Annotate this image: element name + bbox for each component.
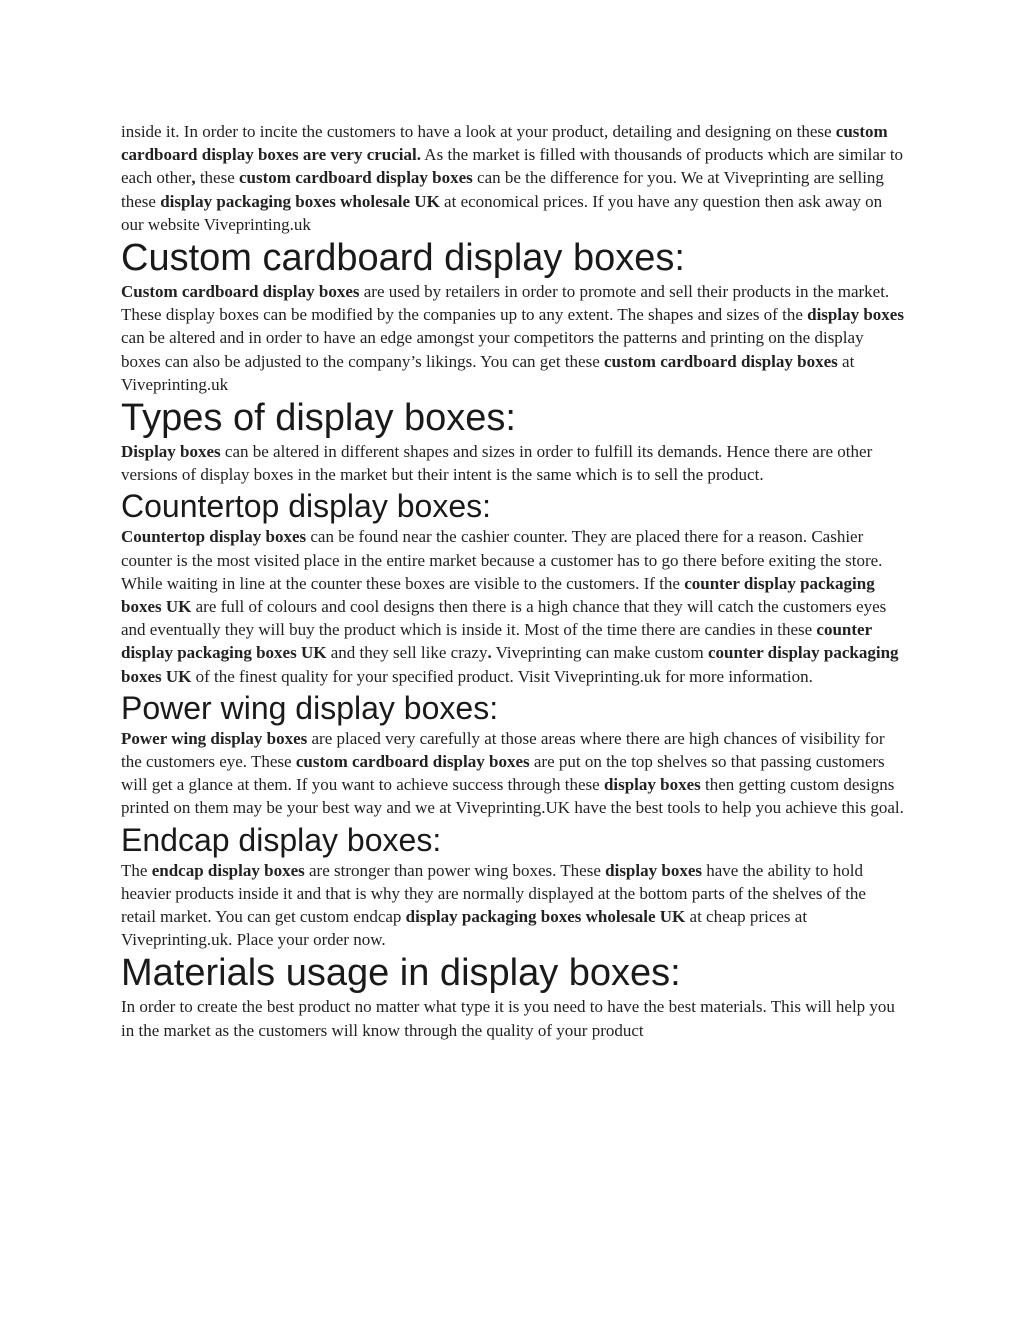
text-run: at cheap prices at Viveprinting.uk. Place your order now. xyxy=(121,907,808,950)
text-run: then getting custom designs printed on them may be your best way and we at Viveprinting.UK have the best tools to help you achieve this goal. xyxy=(121,775,904,818)
types-paragraph xyxy=(121,440,904,486)
text-run: As the market is filled with thousands of products which are similar to each other xyxy=(121,145,904,188)
text-run: have the ability to hold heavier products inside it and that is why they are normally displayed at the bottom parts of the shelves of the retail market. You can get custom endcap xyxy=(121,860,866,927)
heading-custom-cardboard-display-boxes: Custom cardboard display boxes: xyxy=(121,237,685,280)
bold-text-run: custom cardboard display boxes xyxy=(295,752,530,772)
text-run: are full of colours and cool designs then there is a high chance that they will catch the customers eyes and eventually they will buy the product which is inside it. Most of the time there are candies in these xyxy=(121,597,887,640)
custom-cardboard-paragraph xyxy=(121,280,904,396)
bold-text-run: Display boxes xyxy=(121,442,221,462)
bold-text-run: . xyxy=(487,643,492,663)
power-wing-paragraph xyxy=(121,727,904,820)
text-run: are placed very carefully at those areas where there are high chances of visibility for the customers eye. These xyxy=(121,728,885,772)
bold-text-run: display boxes xyxy=(807,305,904,325)
heading-types-of-display-boxes: Types of display boxes: xyxy=(121,397,516,440)
text-run: are put on the top shelves so that passing customers will get a glance at them. If you want to achieve success through these xyxy=(121,752,885,795)
materials-paragraph xyxy=(121,995,904,1041)
text-run: these xyxy=(195,168,240,188)
bold-text-run: display boxes xyxy=(603,775,701,795)
bold-text-run: counter display packaging boxes UK xyxy=(121,620,872,663)
text-run: can be the difference for you. We at Viveprinting are selling these xyxy=(121,168,884,211)
bold-text-run: display boxes xyxy=(605,860,702,880)
bold-text-run: custom cardboard display boxes xyxy=(239,168,473,188)
intro-paragraph xyxy=(121,120,904,236)
heading-endcap-display-boxes: Endcap display boxes: xyxy=(121,821,442,858)
text-run: Viveprinting can make custom xyxy=(491,643,709,663)
bold-text-run: Power wing display boxes xyxy=(121,728,308,748)
bold-text-run: Custom cardboard display boxes xyxy=(121,282,360,302)
text-run: inside it. In order to incite the customers to have a look at your product, detailing and designing on these xyxy=(121,122,836,141)
text-run: can be found near the cashier counter. They are placed there for a reason. Cashier counter is the most visited place in the entire market because a customer has to go there before exiting the store. While waiting in line at the counter these boxes are visible to the customers. If the xyxy=(121,527,883,593)
countertop-paragraph xyxy=(121,525,904,687)
bold-text-run: custom cardboard display boxes xyxy=(604,351,838,371)
heading-power-wing-display-boxes: Power wing display boxes: xyxy=(121,689,499,726)
heading-materials-usage-in-display-boxes: Materials usage in display boxes: xyxy=(121,952,681,995)
bold-text-run: counter display packaging boxes UK xyxy=(121,573,875,617)
bold-text-run: display packaging boxes wholesale UK xyxy=(405,907,686,927)
bold-text-run: endcap display boxes xyxy=(151,860,305,880)
text-run: at economical prices. If you have any question then ask away on our website Viveprinting.uk xyxy=(121,191,883,234)
endcap-paragraph xyxy=(121,859,904,952)
text-run: can be altered and in order to have an edge amongst your competitors the patterns and printing on the display boxes can also be adjusted to the company’s likings. You can get these xyxy=(121,328,864,371)
bold-text-run: custom cardboard display boxes are very crucial. xyxy=(121,122,888,165)
text-run: at Viveprinting.uk xyxy=(121,351,855,394)
text-run: of the finest quality for your specified product. Visit Viveprinting.uk for more information. xyxy=(191,666,813,686)
text-run: are stronger than power wing boxes. These xyxy=(304,860,606,880)
text-run: In order to create the best product no matter what type it is you need to have the best materials. This will help you in the market as the customers will know through the quality of your product xyxy=(121,997,895,1040)
bold-text-run: Countertop display boxes xyxy=(121,527,307,547)
text-run: are used by retailers in order to promote and sell their products in the market. These display boxes can be modified by the companies up to any extent. The shapes and sizes of the xyxy=(121,282,890,325)
text-run: can be altered in different shapes and sizes in order to fulfill its demands. Hence there are other versions of display boxes in the market but their intent is the same which is to sell the product. xyxy=(121,442,873,485)
heading-countertop-display-boxes: Countertop display boxes: xyxy=(121,488,491,525)
bold-text-run: display packaging boxes wholesale UK xyxy=(160,191,440,211)
bold-text-run: , xyxy=(191,168,196,188)
text-run: The xyxy=(121,860,152,880)
text-run: and they sell like crazy xyxy=(326,643,488,663)
document-page xyxy=(121,120,904,1042)
bold-text-run: counter display packaging boxes UK xyxy=(121,643,899,686)
